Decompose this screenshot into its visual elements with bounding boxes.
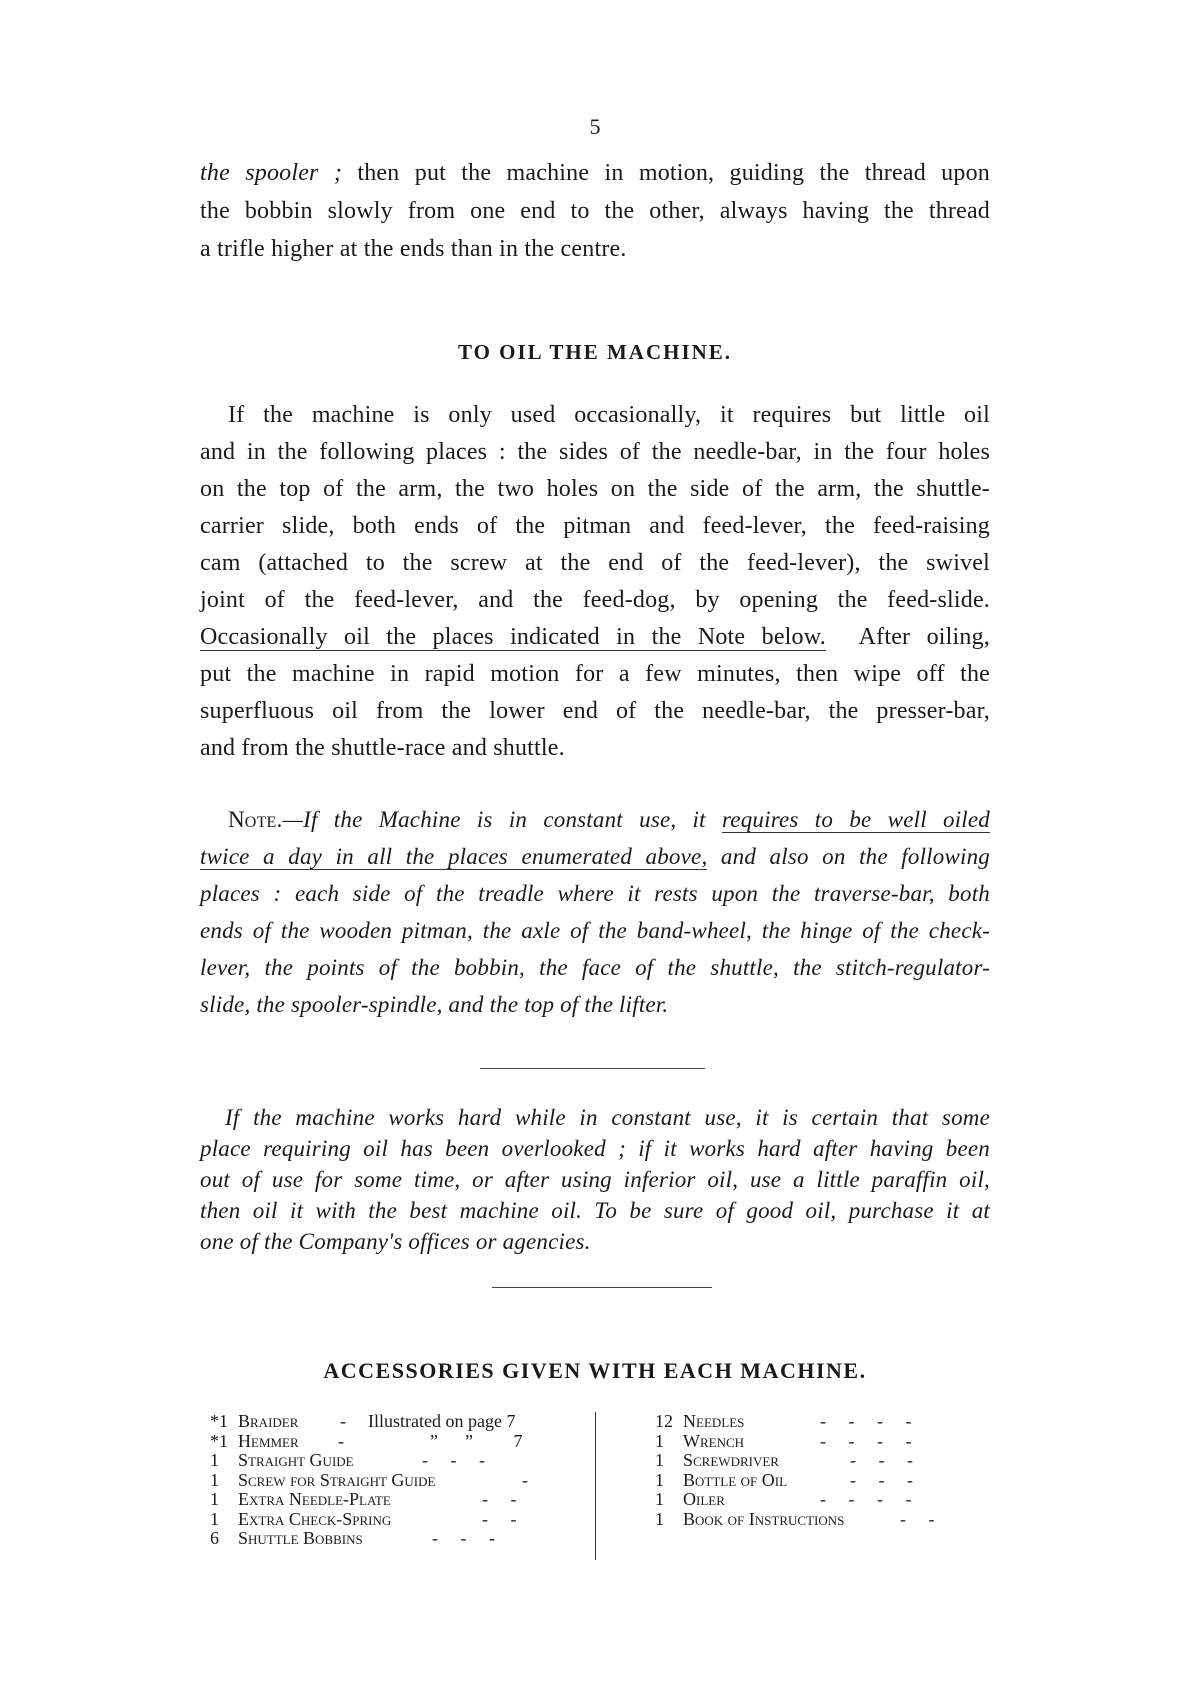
- accessory-item: [210, 1510, 580, 1530]
- note-underline-2: twice a day in all the places enumerated above,: [200, 844, 708, 869]
- accessory-qty: 1: [210, 1508, 219, 1529]
- accessory-name: Wrench: [683, 1430, 745, 1451]
- accessory-qty: 1: [210, 1469, 219, 1490]
- hard-line-5: one of the Company's offices or agencies.: [200, 1229, 591, 1254]
- accessory-qty: 1: [655, 1508, 664, 1529]
- oil-line-3: on the top of the arm, the two holes on the side of the arm, the shuttle-: [200, 476, 990, 502]
- section-divider-2: [492, 1287, 712, 1288]
- accessory-name: Extra Check-Spring: [238, 1508, 392, 1529]
- accessory-item: [210, 1529, 580, 1549]
- accessory-extra: ” ” 7: [430, 1430, 523, 1451]
- note-line-4: ends of the wooden pitman, the axle of the band-wheel, the hinge of the check-: [200, 918, 990, 943]
- accessory-qty: 1: [210, 1489, 219, 1509]
- accessory-qty: *1: [210, 1411, 228, 1431]
- accessory-name: Extra Needle-Plate: [238, 1489, 391, 1509]
- accessory-item: [210, 1490, 580, 1510]
- accessories-column-divider: [595, 1412, 596, 1560]
- accessory-item: [655, 1412, 975, 1432]
- accessory-name: Straight Guide: [238, 1450, 354, 1470]
- accessory-qty: 12: [655, 1411, 673, 1431]
- accessory-item: [210, 1451, 580, 1471]
- accessory-name: Book of Instructions: [683, 1508, 845, 1529]
- accessory-dots: -: [340, 1411, 346, 1431]
- hard-line-1: If the machine works hard while in constant use, it is certain that some: [225, 1105, 990, 1130]
- accessory-dots: - - -: [432, 1528, 495, 1548]
- accessory-name: Screwdriver: [683, 1450, 779, 1470]
- oil-underlined-text: Occasionally oil the places indicated in the Note below.: [200, 624, 826, 650]
- accessory-dots: - -: [900, 1508, 935, 1529]
- accessory-name: Needles: [683, 1411, 745, 1431]
- hard-line-2: place requiring oil has been overlooked ; if it works hard after having been: [200, 1136, 990, 1161]
- accessory-dots: - - - -: [820, 1411, 912, 1431]
- accessory-dots: - -: [482, 1489, 517, 1509]
- accessory-qty: *1: [210, 1430, 228, 1451]
- accessory-item: [655, 1510, 975, 1530]
- oil-heading: TO OIL THE MACHINE.: [457, 340, 733, 364]
- accessory-item: [210, 1412, 580, 1432]
- oil-line-7: [200, 622, 990, 652]
- accessory-name: Bottle of Oil: [683, 1469, 788, 1490]
- oil-line-7-rest: After oiling,: [858, 624, 990, 650]
- accessory-qty: 6: [210, 1528, 219, 1548]
- accessory-name: Braider: [238, 1411, 299, 1431]
- oil-line-1: If the machine is only used occasionally, it requires but little oil: [228, 402, 990, 428]
- note-line-2-b: and also on the following: [707, 844, 990, 869]
- accessory-qty: 1: [210, 1450, 219, 1470]
- note-line-3: places : each side of the treadle where it rests upon the traverse-bar, both: [200, 881, 990, 906]
- hard-line-3: out of use for some time, or after using inferior oil, use a little paraffin oil,: [200, 1167, 990, 1192]
- oil-line-9: superfluous oil from the lower end of the needle-bar, the presser-bar,: [200, 698, 990, 724]
- accessory-dots: - - - -: [820, 1430, 912, 1451]
- accessories-left-column: [210, 1412, 580, 1549]
- accessories-right-column: [655, 1412, 975, 1529]
- accessory-name: Shuttle Bobbins: [238, 1528, 363, 1548]
- accessory-item: [210, 1432, 580, 1452]
- accessory-name: Hemmer: [238, 1430, 299, 1451]
- oil-line-4: carrier slide, both ends of the pitman and feed-lever, the feed-raising: [200, 513, 990, 539]
- intro-line-2: the bobbin slowly from one end to the other, always having the thread: [200, 198, 990, 224]
- oil-line-8: put the machine in rapid motion for a few minutes, then wipe off the: [200, 661, 990, 687]
- note-underline-1: requires to be well oiled: [722, 807, 991, 832]
- intro-text: then put the machine in motion, guiding the thread upon: [342, 160, 990, 186]
- accessory-dots: -: [522, 1469, 528, 1490]
- accessory-dots: - -: [482, 1508, 517, 1529]
- accessory-dots: -: [338, 1430, 344, 1451]
- accessory-qty: 1: [655, 1489, 664, 1509]
- page-number: 5: [589, 114, 601, 139]
- note-line-1: [228, 805, 990, 835]
- accessory-item: [210, 1471, 580, 1491]
- accessory-item: [655, 1471, 975, 1491]
- accessory-item: [655, 1451, 975, 1471]
- accessories-heading: ACCESSORIES GIVEN WITH EACH MACHINE.: [323, 1358, 867, 1383]
- accessory-item: [655, 1490, 975, 1510]
- oil-line-5: cam (attached to the screw at the end of the feed-lever), the swivel: [200, 550, 990, 576]
- oil-line-2: and in the following places : the sides of the needle-bar, in the four holes: [200, 439, 990, 465]
- accessory-qty: 1: [655, 1450, 664, 1470]
- accessory-extra: Illustrated on page 7: [368, 1411, 516, 1431]
- intro-line-3: a trifle higher at the ends than in the centre.: [200, 236, 627, 262]
- accessory-name: Oiler: [683, 1489, 725, 1509]
- accessory-dots: - - -: [850, 1469, 913, 1490]
- section-divider-1: [480, 1068, 705, 1069]
- note-line-6: slide, the spooler-spindle, and the top of the lifter.: [200, 992, 669, 1017]
- note-line-2: [200, 842, 990, 872]
- note-line-1-a: —If the Machine is in constant use, it: [282, 807, 706, 832]
- intro-italic-lead: the spooler ;: [200, 160, 343, 186]
- accessory-qty: 1: [655, 1430, 664, 1451]
- intro-line-1: [200, 158, 990, 188]
- accessory-qty: 1: [655, 1469, 664, 1490]
- hard-line-4: then oil it with the best machine oil. To be sure of good oil, purchase it at: [200, 1198, 990, 1223]
- accessory-dots: - - -: [422, 1450, 485, 1470]
- accessory-name: Screw for Straight Guide: [238, 1469, 436, 1490]
- oil-line-6: joint of the feed-lever, and the feed-dog, by opening the feed-slide.: [200, 587, 990, 613]
- accessory-item: [655, 1432, 975, 1452]
- accessory-dots: - - -: [850, 1450, 913, 1470]
- accessory-dots: - - - -: [820, 1489, 912, 1509]
- oil-line-10: and from the shuttle-race and shuttle.: [200, 735, 565, 761]
- note-label: Note.: [228, 807, 283, 832]
- note-line-5: lever, the points of the bobbin, the face of the shuttle, the stitch-regulator-: [200, 955, 990, 980]
